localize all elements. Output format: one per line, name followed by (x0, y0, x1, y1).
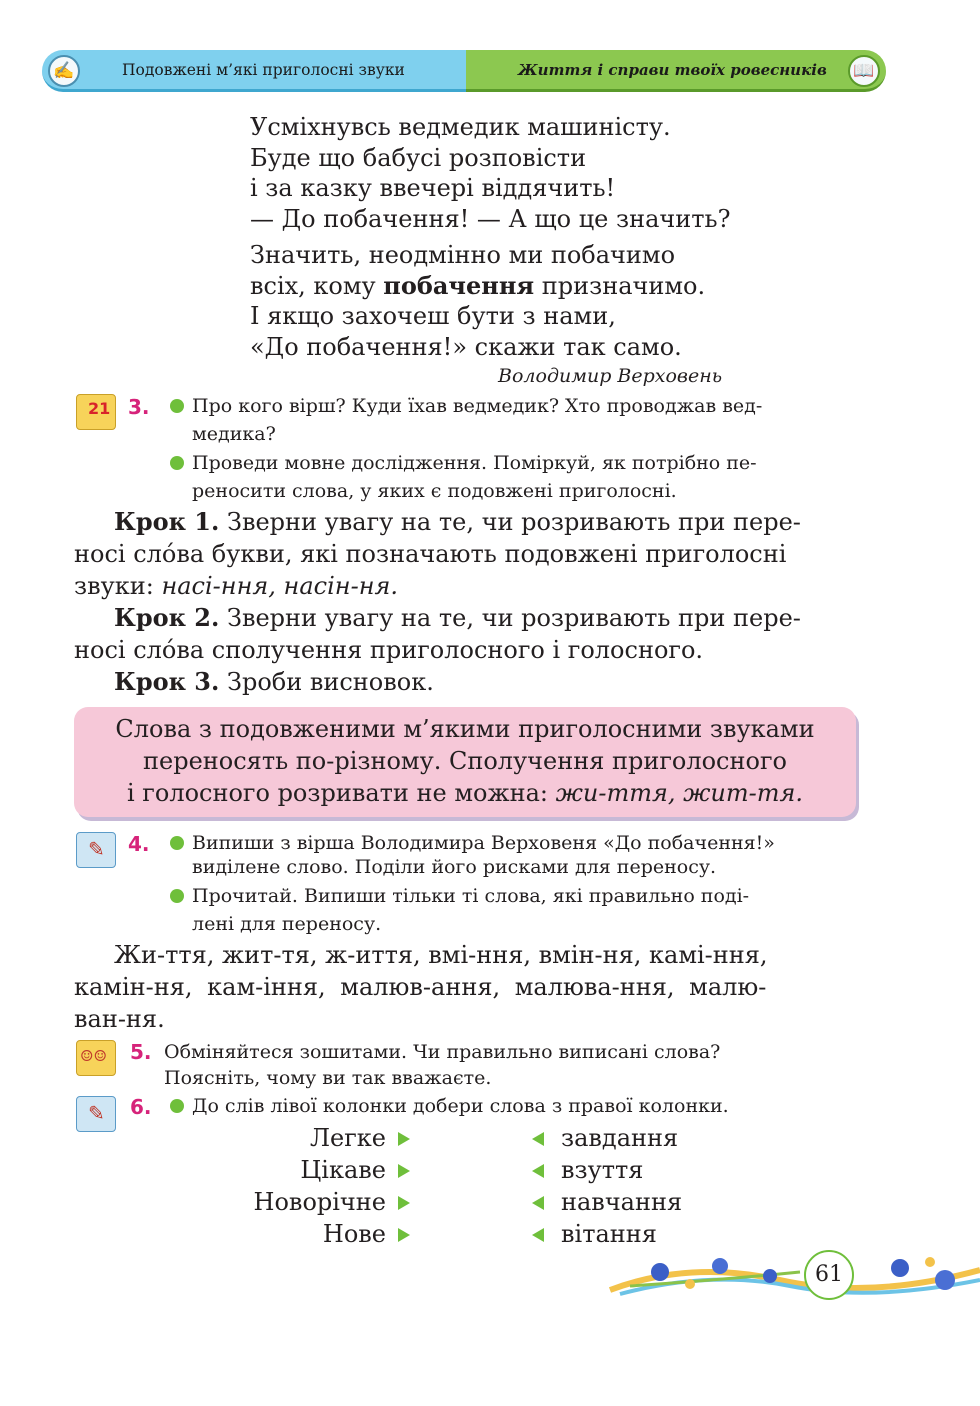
left-word: Новорічне (253, 1188, 386, 1216)
header-right-section (466, 50, 886, 92)
arrow-right-icon (398, 1132, 410, 1146)
task-bullet-cont: медика? (192, 423, 276, 445)
poem-author: Володимир Верховень (498, 365, 723, 387)
highlighted-word: побачення (383, 270, 535, 300)
rule-line: Слова з подовженими м’якими приголосними звуками (115, 715, 815, 743)
word-list: Жи-ття, жит-тя, ж-иття, вмі-ння, вмін-ня, камі-ння, камін-ня, кам-іння, малюв-ання, малюва-ння, малю- ван-ня. (74, 941, 768, 1033)
book-icon: 📖 (848, 55, 880, 87)
header-left-title: Подовжені м’які приголосні звуки (122, 61, 405, 79)
page-number: 61 (804, 1250, 854, 1300)
poem-line: і за казку ввечері віддячить! (250, 174, 616, 202)
poem (250, 112, 810, 362)
pair-work-icon (76, 1040, 116, 1076)
header-right-title: Життя і справи твоїх ровесників (518, 61, 827, 79)
bullet-icon (170, 399, 184, 413)
arrow-right-icon (398, 1164, 410, 1178)
step-2: Крок 2. Зверни увагу на те, чи розривають при пере- носі сло́ва сполучення приголосного і голосного. (74, 603, 801, 664)
writing-icon (76, 1096, 116, 1132)
task-bullet: Проведи мовне дослідження. Поміркуй, як потрібно пе- (170, 449, 757, 477)
left-word: Нове (322, 1220, 386, 1248)
right-word: навчання (561, 1188, 683, 1216)
arrow-right-icon (398, 1196, 410, 1210)
page-header (42, 50, 886, 92)
task-number: 5. (130, 1040, 152, 1064)
bullet-icon (170, 456, 184, 470)
poem-line: всіх, кому побачення призначимо. (250, 270, 706, 300)
poem-line: «До побачення!» скажи так само. (250, 332, 682, 361)
arrow-left-icon (532, 1196, 544, 1210)
left-word: Легке (309, 1124, 386, 1152)
task-number: 4. (128, 832, 150, 856)
flower-decoration (600, 1250, 980, 1306)
bullet-icon (170, 836, 184, 850)
task-bullet-cont: виділене слово. Поділи його рисками для переносу. (192, 856, 717, 878)
poem-line: Буде що бабусі розповісти (250, 143, 587, 172)
arrow-left-icon (532, 1228, 544, 1242)
task-bullet-cont: реносити слова, у яких є подовжені приголосні. (192, 480, 677, 502)
right-word: вітання (561, 1220, 657, 1248)
poem-line: — До побачення! — А що це значить? (250, 204, 731, 233)
bullet-icon (170, 889, 184, 903)
task-bullet: Прочитай. Випиши тільки ті слова, які правильно поді- (170, 882, 749, 910)
writing-icon (76, 832, 116, 868)
arrow-left-icon (532, 1164, 544, 1178)
poem-line: Значить, неодмінно ми побачимо (250, 241, 676, 269)
arrow-left-icon (532, 1132, 544, 1146)
right-word: взуття (561, 1156, 644, 1184)
poem-line: І якщо захочеш бути з нами, (250, 302, 616, 330)
task-text: Обміняйтеся зошитами. Чи правильно виписані слова? (164, 1041, 721, 1063)
rule-box (74, 707, 856, 817)
example-words: насі-ння, насін-ня. (161, 572, 399, 600)
right-word: завдання (561, 1124, 679, 1152)
left-word: Цікаве (300, 1156, 386, 1184)
task-bullet: Випиши з вірша Володимира Верховеня «До побачення!» (170, 829, 775, 857)
task-bullet-cont: лені для переносу. (192, 913, 382, 935)
arrow-right-icon (398, 1228, 410, 1242)
task-number: 3. (128, 395, 150, 419)
task-bullet: Про кого вірш? Куди їхав ведмедик? Хто проводжав вед- (170, 392, 762, 420)
header-left-section (42, 50, 466, 92)
rule-example: жи-ття, жит-тя. (555, 779, 803, 807)
pen-icon: ✍ (48, 55, 80, 87)
research-icon (76, 394, 116, 430)
rule-line: і голосного розривати не можна: жи-ття, жит-тя. (127, 779, 803, 807)
rule-line: переносять по-різному. Сполучення приголосного (143, 747, 787, 775)
bullet-icon (170, 1099, 184, 1113)
poem-line: Усміхнувсь ведмедик машиністу. (250, 113, 671, 141)
step-3: Крок 3. Зроби висновок. (114, 667, 434, 696)
step-1: Крок 1. Зверни увагу на те, чи розривають при пере- носі сло́ва букви, які позначають подовжені приголосні звуки: насі-ння, насін-ня. (74, 507, 801, 600)
task-text: Поясніть, чому ви так вважаєте. (164, 1067, 492, 1089)
task-bullet: До слів лівої колонки добери слова з правої колонки. (170, 1092, 729, 1120)
task-number: 6. (130, 1095, 152, 1119)
